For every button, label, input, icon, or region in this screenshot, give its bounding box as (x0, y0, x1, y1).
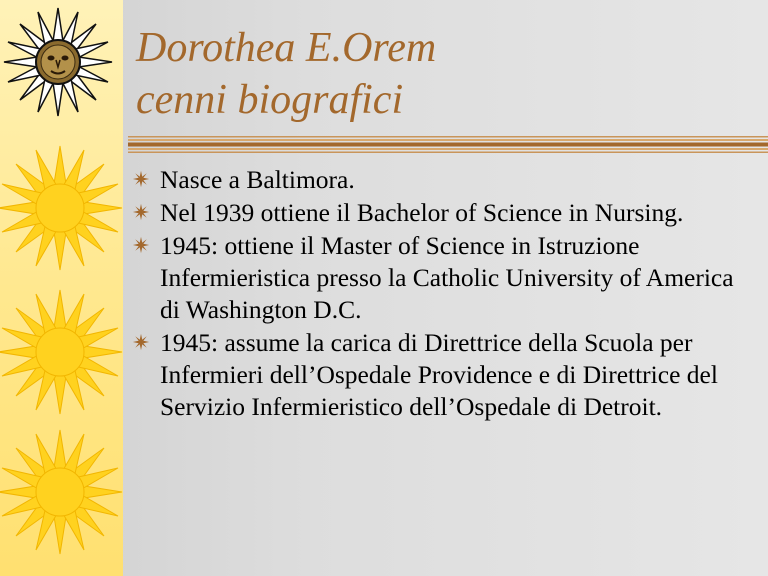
slide-title (136, 22, 736, 126)
list-item (126, 197, 751, 229)
sun-icon (0, 422, 123, 562)
bullet-text: 1945: ottiene il Master of Science in Istruzione Infermieristica presso la Catholic University of America di Washington D.C. (160, 231, 734, 324)
title-line-1: Dorothea E.Orem (136, 25, 437, 71)
sun-icon (0, 138, 123, 278)
list-item (126, 230, 751, 326)
asterisk-star-bullet-icon (132, 203, 150, 221)
asterisk-star-bullet-icon (132, 236, 150, 254)
bullet-text: Nel 1939 ottiene il Bachelor of Science in Nursing. (160, 198, 684, 227)
asterisk-star-bullet-icon (132, 170, 150, 188)
bullet-list (126, 164, 751, 424)
list-item (126, 164, 751, 196)
bullet-text: 1945: assume la carica di Direttrice della Scuola per Infermieri dell’Ospedale Providence e di Direttrice del Servizio Infermieristico dell’Ospedale di Detroit. (160, 328, 718, 421)
asterisk-star-bullet-icon (132, 333, 150, 351)
decorative-side-strip (0, 0, 123, 576)
title-divider (128, 136, 768, 154)
title-line-2: cenni biografici (136, 77, 404, 123)
bullet-text: Nasce a Baltimora. (160, 165, 355, 194)
sun-icon (0, 282, 123, 422)
list-item (126, 327, 751, 423)
sun-face-icon (0, 4, 123, 122)
